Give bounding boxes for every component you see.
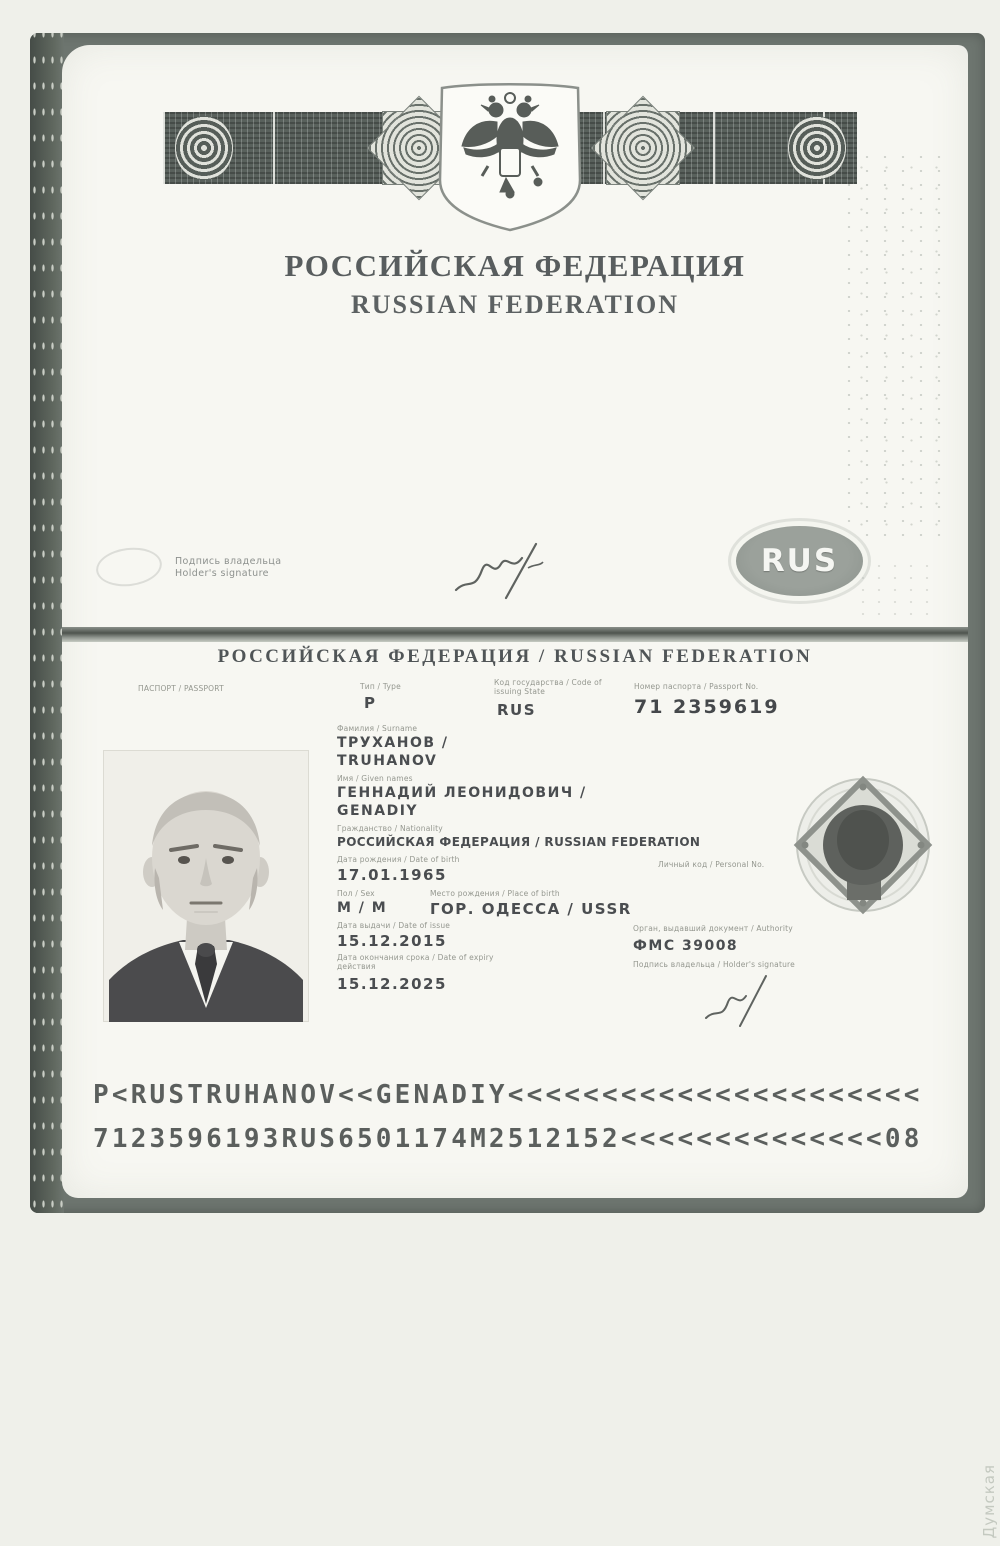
nationality-value: РОССИЙСКАЯ ФЕДЕРАЦИЯ / RUSSIAN FEDERATION bbox=[337, 835, 701, 849]
passport-number-value: 71 2359619 bbox=[634, 696, 780, 718]
authority-label: Орган, выдавший документ / Authority bbox=[633, 924, 793, 933]
issue-date-label: Дата выдачи / Date of issue bbox=[337, 921, 451, 930]
country-code-badge-text: RUS bbox=[760, 543, 839, 579]
site-watermark: Думская bbox=[980, 1463, 998, 1538]
expiry-date-value: 15.12.2025 bbox=[337, 975, 447, 993]
surname-value-ru: ТРУХАНОВ / bbox=[337, 735, 449, 751]
data-page-header: РОССИЙСКАЯ ФЕДЕРАЦИЯ / RUSSIAN FEDERATION bbox=[217, 646, 813, 667]
passport-number-label: Номер паспорта / Passport No. bbox=[634, 682, 759, 691]
page-fold-divider bbox=[62, 627, 968, 642]
holder-signature-datapage bbox=[700, 972, 780, 1030]
surname-label: Фамилия / Surname bbox=[337, 724, 418, 733]
portrait-photo bbox=[103, 750, 309, 1022]
nationality-label: Гражданство / Nationality bbox=[337, 824, 443, 833]
cover-title-ru: РОССИЙСКАЯ ФЕДЕРАЦИЯ bbox=[284, 248, 746, 283]
type-value: P bbox=[364, 694, 377, 712]
passport-doc-label: ПАСПОРТ / PASSPORT bbox=[138, 684, 224, 693]
expiry-date-label-line2: действия bbox=[337, 962, 376, 971]
holder-signature-label: Подпись владельца / Holder's signature bbox=[633, 960, 795, 969]
star-ornament-right bbox=[596, 101, 690, 195]
mrz-line-1: P<RUSTRUHANOV<<GENADIY<<<<<<<<<<<<<<<<<<<<<< bbox=[93, 1080, 923, 1110]
given-names-value-en: GENADIY bbox=[337, 803, 419, 819]
cover-signature-label-en: Holder's signature bbox=[175, 568, 269, 579]
code-value: RUS bbox=[497, 701, 537, 719]
birth-place-label: Место рождения / Place of birth bbox=[430, 889, 560, 898]
mrz-line-2: 7123596193RUS6501174M2512152<<<<<<<<<<<<<<08 bbox=[93, 1124, 923, 1154]
book-spine-shadow bbox=[30, 33, 64, 1213]
rosette-ornament-right bbox=[788, 116, 846, 180]
issue-date-value: 15.12.2015 bbox=[337, 932, 447, 950]
surname-value-en: TRUHANOV bbox=[337, 753, 438, 769]
code-label-line1: Код государства / Code of bbox=[494, 678, 602, 687]
perforation-dots-small bbox=[855, 560, 935, 620]
given-names-label: Имя / Given names bbox=[337, 774, 413, 783]
expiry-date-label-line1: Дата окончания срока / Date of expiry bbox=[337, 953, 494, 962]
coat-of-arms-icon bbox=[428, 82, 592, 234]
cover-signature-label bbox=[175, 556, 281, 580]
perforation-dots bbox=[840, 150, 945, 540]
cover-signature-label-ru: Подпись владельца bbox=[175, 556, 282, 567]
birth-place-value: ГОР. ОДЕССА / USSR bbox=[430, 900, 632, 918]
code-label-line2: issuing State bbox=[494, 687, 546, 696]
sex-label: Пол / Sex bbox=[337, 889, 375, 898]
type-label: Тип / Type bbox=[360, 682, 401, 691]
authority-value: ФМС 39008 bbox=[633, 938, 739, 954]
sex-value: М / М bbox=[337, 900, 388, 916]
cover-title-en: RUSSIAN FEDERATION bbox=[350, 290, 680, 319]
birth-date-value: 17.01.1965 bbox=[337, 866, 447, 884]
holder-signature-cover bbox=[448, 538, 548, 604]
birth-date-label: Дата рождения / Date of birth bbox=[337, 855, 460, 864]
personal-no-label: Личный код / Personal No. bbox=[658, 860, 765, 869]
rosette-ornament-left bbox=[175, 116, 233, 180]
given-names-value-ru: ГЕННАДИЙ ЛЕОНИДОВИЧ / bbox=[337, 785, 587, 801]
holographic-seal bbox=[792, 774, 934, 916]
country-code-badge bbox=[736, 526, 863, 596]
